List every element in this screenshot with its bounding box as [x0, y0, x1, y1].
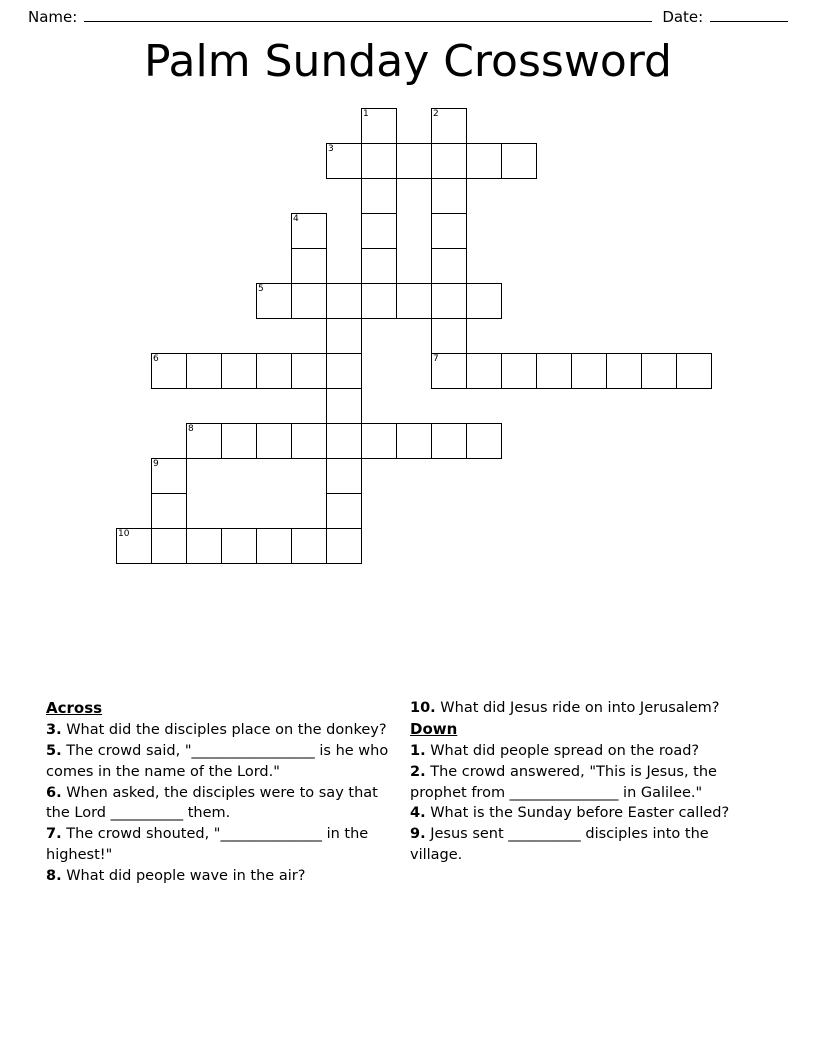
date-label: Date:	[662, 8, 708, 26]
cell-number: 7	[433, 354, 439, 364]
clue-number: 7.	[46, 826, 62, 843]
clue-text: The crowd said, "_________________ is he who comes in the name of the Lord."	[46, 743, 389, 780]
clue-item	[410, 698, 758, 719]
clue-text: When asked, the disciples were to say that the Lord __________ them.	[46, 784, 378, 822]
crossword-cell[interactable]	[291, 353, 327, 389]
crossword-cell[interactable]	[396, 143, 432, 179]
clue-item	[46, 866, 394, 887]
cell-number: 4	[293, 214, 299, 224]
crossword-cell[interactable]	[326, 493, 362, 529]
down-heading: Down	[410, 719, 458, 738]
clue-number: 1.	[410, 743, 426, 760]
clue-item	[46, 741, 394, 782]
crossword-cell[interactable]	[291, 423, 327, 459]
crossword-cell[interactable]	[221, 423, 257, 459]
crossword-cell[interactable]	[326, 283, 362, 319]
crossword-cell[interactable]	[256, 528, 292, 564]
clue-text: What did the disciples place on the donkey?	[61, 722, 387, 739]
crossword-cell[interactable]	[291, 248, 327, 284]
crossword-cell[interactable]	[326, 388, 362, 424]
crossword-cell[interactable]	[466, 423, 502, 459]
clues-column-right	[410, 698, 758, 866]
cell-number: 8	[188, 424, 194, 434]
crossword-cell[interactable]	[151, 353, 187, 389]
worksheet-header	[28, 0, 788, 26]
crossword-cell[interactable]	[431, 213, 467, 249]
clue-text: What did people wave in the air?	[61, 867, 306, 884]
crossword-cell[interactable]	[186, 423, 222, 459]
crossword-cell[interactable]	[431, 143, 467, 179]
crossword-cell[interactable]	[186, 353, 222, 389]
crossword-cell[interactable]	[186, 528, 222, 564]
crossword-cell[interactable]	[361, 178, 397, 214]
clue-number: 6.	[46, 784, 62, 801]
crossword-grid[interactable]	[116, 108, 716, 598]
crossword-cell[interactable]	[641, 353, 677, 389]
crossword-cell[interactable]	[221, 528, 257, 564]
crossword-cell[interactable]	[326, 353, 362, 389]
page-title: Palm Sunday Crossword	[144, 36, 672, 87]
clue-item	[410, 741, 758, 762]
crossword-cell[interactable]	[326, 528, 362, 564]
crossword-cell[interactable]	[431, 283, 467, 319]
clue-text: What did people spread on the road?	[425, 743, 700, 760]
crossword-cell[interactable]	[361, 248, 397, 284]
clues-section	[46, 698, 770, 948]
crossword-cell[interactable]	[151, 458, 187, 494]
crossword-cell[interactable]	[396, 283, 432, 319]
crossword-cell[interactable]	[466, 283, 502, 319]
clue-text: What is the Sunday before Easter called?	[425, 805, 730, 822]
crossword-cell[interactable]	[676, 353, 712, 389]
clue-item	[410, 824, 758, 865]
crossword-cell[interactable]	[326, 143, 362, 179]
crossword-cell[interactable]	[361, 283, 397, 319]
cell-number: 9	[153, 459, 159, 469]
name-write-line[interactable]	[84, 20, 652, 22]
crossword-cell[interactable]	[431, 248, 467, 284]
cell-number: 6	[153, 354, 159, 364]
crossword-cell[interactable]	[466, 143, 502, 179]
crossword-cell[interactable]	[431, 318, 467, 354]
crossword-cell[interactable]	[151, 493, 187, 529]
crossword-cell[interactable]	[291, 213, 327, 249]
down-clue-list	[410, 741, 758, 865]
cell-number: 5	[258, 284, 264, 294]
crossword-cell[interactable]	[326, 423, 362, 459]
crossword-cell[interactable]	[361, 423, 397, 459]
clue-item	[46, 824, 394, 865]
crossword-cell[interactable]	[431, 353, 467, 389]
crossword-cell[interactable]	[361, 143, 397, 179]
clue-text: Jesus sent __________ disciples into the village.	[410, 826, 709, 863]
crossword-cell[interactable]	[291, 528, 327, 564]
clue-text: What did Jesus ride on into Jerusalem?	[435, 700, 720, 716]
crossword-cell[interactable]	[256, 283, 292, 319]
clue-item	[46, 783, 394, 824]
cell-number: 10	[118, 529, 130, 539]
crossword-cell[interactable]	[361, 213, 397, 249]
clues-column-left	[46, 698, 394, 886]
clue-number: 2.	[410, 763, 426, 780]
clue-number: 9.	[410, 826, 426, 843]
crossword-cell[interactable]	[361, 108, 397, 144]
cell-number: 3	[328, 144, 334, 154]
clue-item	[410, 762, 758, 803]
crossword-cell[interactable]	[536, 353, 572, 389]
crossword-cell[interactable]	[431, 108, 467, 144]
clue-number: 4.	[410, 805, 426, 822]
clue-number: 3.	[46, 722, 62, 739]
crossword-cell[interactable]	[291, 283, 327, 319]
across-clue-list-part1	[46, 720, 394, 886]
crossword-cell[interactable]	[431, 178, 467, 214]
crossword-cell[interactable]	[431, 423, 467, 459]
clue-number: 10.	[410, 700, 436, 716]
name-label: Name:	[28, 8, 83, 26]
crossword-cell[interactable]	[221, 353, 257, 389]
crossword-cell[interactable]	[501, 143, 537, 179]
crossword-cell[interactable]	[326, 318, 362, 354]
crossword-cell[interactable]	[606, 353, 642, 389]
crossword-cell[interactable]	[326, 458, 362, 494]
crossword-cell[interactable]	[571, 353, 607, 389]
crossword-cell[interactable]	[256, 423, 292, 459]
crossword-cell[interactable]	[116, 528, 152, 564]
crossword-cell[interactable]	[501, 353, 537, 389]
crossword-cell[interactable]	[396, 423, 432, 459]
across-heading: Across	[46, 699, 103, 717]
clue-text: The crowd answered, "This is Jesus, the prophet from _______________ in Galilee."	[410, 763, 717, 801]
clue-number: 8.	[46, 867, 62, 884]
date-write-line[interactable]	[710, 20, 788, 22]
crossword-cell[interactable]	[151, 528, 187, 564]
cell-number: 2	[433, 109, 439, 119]
crossword-cell[interactable]	[256, 353, 292, 389]
cell-number: 1	[363, 109, 369, 119]
clue-item	[46, 720, 394, 741]
crossword-cell[interactable]	[466, 353, 502, 389]
clue-number: 5.	[46, 743, 62, 760]
clue-text: The crowd shouted, "______________ in the highest!"	[46, 826, 369, 863]
clue-item	[410, 803, 758, 824]
across-clue-list-part2	[410, 698, 758, 719]
